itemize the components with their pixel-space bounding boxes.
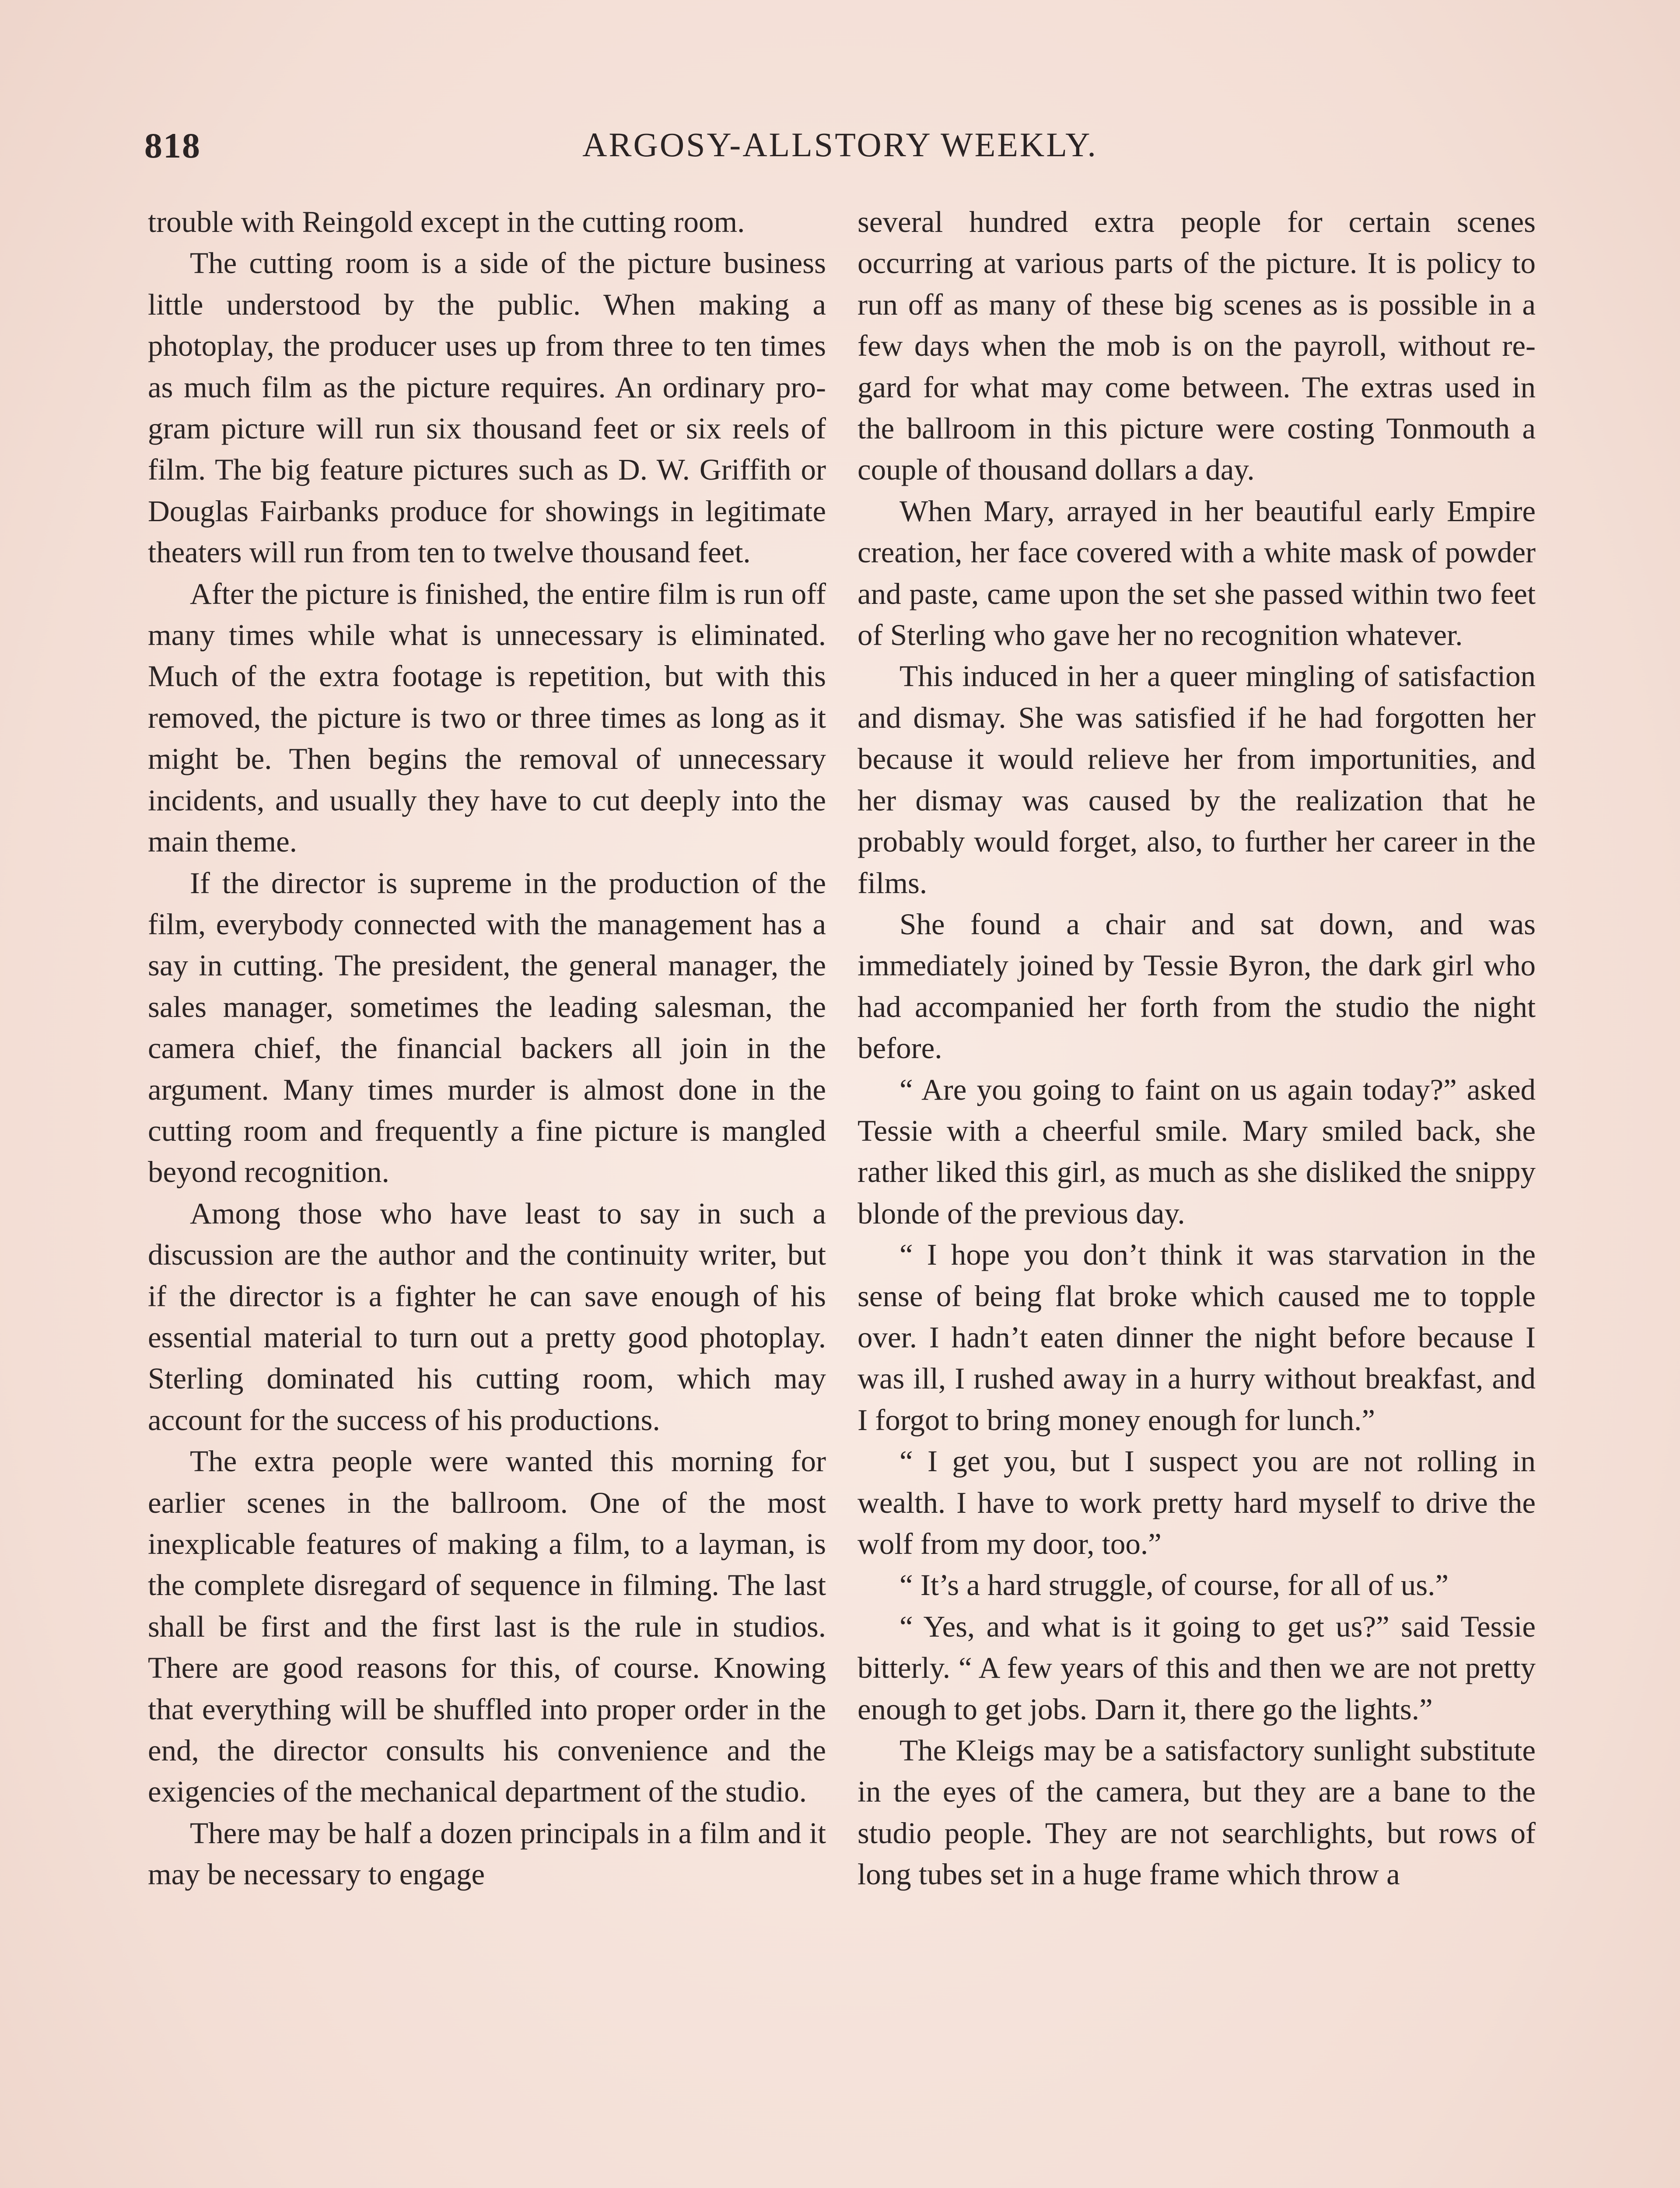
paragraph: trouble with Reingold except in the cutting room.	[148, 205, 745, 238]
paragraph: “ I get you, but I suspect you are not rolling in wealth. I have to work pretty hard myself to drive the wolf from my door, too.”	[858, 1445, 1536, 1560]
paragraph: The extra people were wanted this morning for earlier scenes in the ballroom. One of the most inexplicable features of making a film, to a layman, is the complete disregard of sequence in filming. The last shall be first and the first last is the rule in studios. There are good reasons for this, of course. Knowing that everything will be shuffled into proper order in the end, the director consults his convenience and the exigencies of the mechanical department of the studio.	[148, 1445, 826, 1809]
page-header	[144, 125, 1536, 173]
paragraph: The Kleigs may be a satisfactory sunlight substitute in the eyes of the camera, but they are a bane to the studio people. They are not searchlights, but rows of long tubes set in a huge frame which throw a	[858, 1734, 1536, 1891]
paragraph: After the picture is finished, the entire film is run off many times while what is unnecessary is eliminated. Much of the extra footage is repetition, but with this removed, the picture is two or three times as long as it might be. Then begins the removal of unnecessary incidents, and usually they have to cut deeply into the main theme.	[148, 577, 826, 859]
paragraph: This induced in her a queer mingling of satisfaction and dismay. She was satisfied if he had forgotten her because it would relieve her from importunities, and her dismay was caused by the realization that he probably would forget, also, to further her career in the films.	[858, 659, 1536, 900]
paragraph: “ Are you going to faint on us again today?” asked Tessie with a cheerful smile. Mary smiled back, she rather liked this girl, as much as she disliked the snippy blonde of the previous day.	[858, 1073, 1536, 1230]
paragraph: “ Yes, and what is it going to get us?” said Tessie bitterly. “ A few years of this and then we are not pretty enough to get jobs. Darn it, there go the lights.”	[858, 1609, 1536, 1726]
paragraph: She found a chair and sat down, and was immediately joined by Tessie Byron, the dark girl who had accompanied her forth from the studio the night before.	[858, 907, 1536, 1065]
left-column	[148, 201, 826, 1895]
paragraph: When Mary, arrayed in her beautiful early Empire creation, her face covered with a white mask of powder and paste, came upon the set she passed within two feet of Sterling who gave her no recognition whatever.	[858, 494, 1536, 652]
paragraph: The cutting room is a side of the picture business little understood by the public. When making a photoplay, the producer uses up from three to ten times as much film as the picture requires. An ordinary program picture will run six thousand feet or six reels of film. The big feature pictures such as D. W. Griffith or Douglas Fairbanks produce for showings in legitimate theaters will run from ten to twelve thousand feet.	[148, 246, 826, 569]
paragraph: If the director is supreme in the production of the film, everybody connected with the management has a say in cutting. The president, the general manager, the sales manager, sometimes the leading salesman, the camera chief, the financial backers all join in the argument. Many times murder is almost done in the cutting room and frequently a fine picture is mangled beyond recognition.	[148, 866, 826, 1189]
paragraph: several hundred extra people for certain scenes occurring at various parts of the picture. It is policy to run off as many of these big scenes as is possible in a few days when the mob is on the payroll, without regard for what may come between. The extras used in the ballroom in this picture were costing Tonmouth a couple of thousand dollars a day.	[858, 205, 1536, 487]
paragraph: There may be half a dozen principals in a film and it may be necessary to engage	[148, 1816, 826, 1891]
running-title: ARGOSY-ALLSTORY WEEKLY.	[582, 126, 1098, 164]
paragraph: “ I hope you don’t think it was starvation in the sense of being flat broke which caused me to topple over. I hadn’t eaten dinner the night before because I was ill, I rushed away in a hurry without breakfast, and I forgot to bring money enough for lunch.”	[858, 1238, 1536, 1437]
paragraph: Among those who have least to say in such a discussion are the author and the continuity writer, but if the director is a fighter he can save enough of his essential material to turn out a pretty good photoplay. Sterling dominated his cutting room, which may account for the success of his productions.	[148, 1196, 826, 1437]
right-column	[858, 201, 1536, 1895]
paragraph: “ It’s a hard struggle, of course, for all of us.”	[900, 1568, 1449, 1602]
page-number: 818	[144, 126, 201, 165]
